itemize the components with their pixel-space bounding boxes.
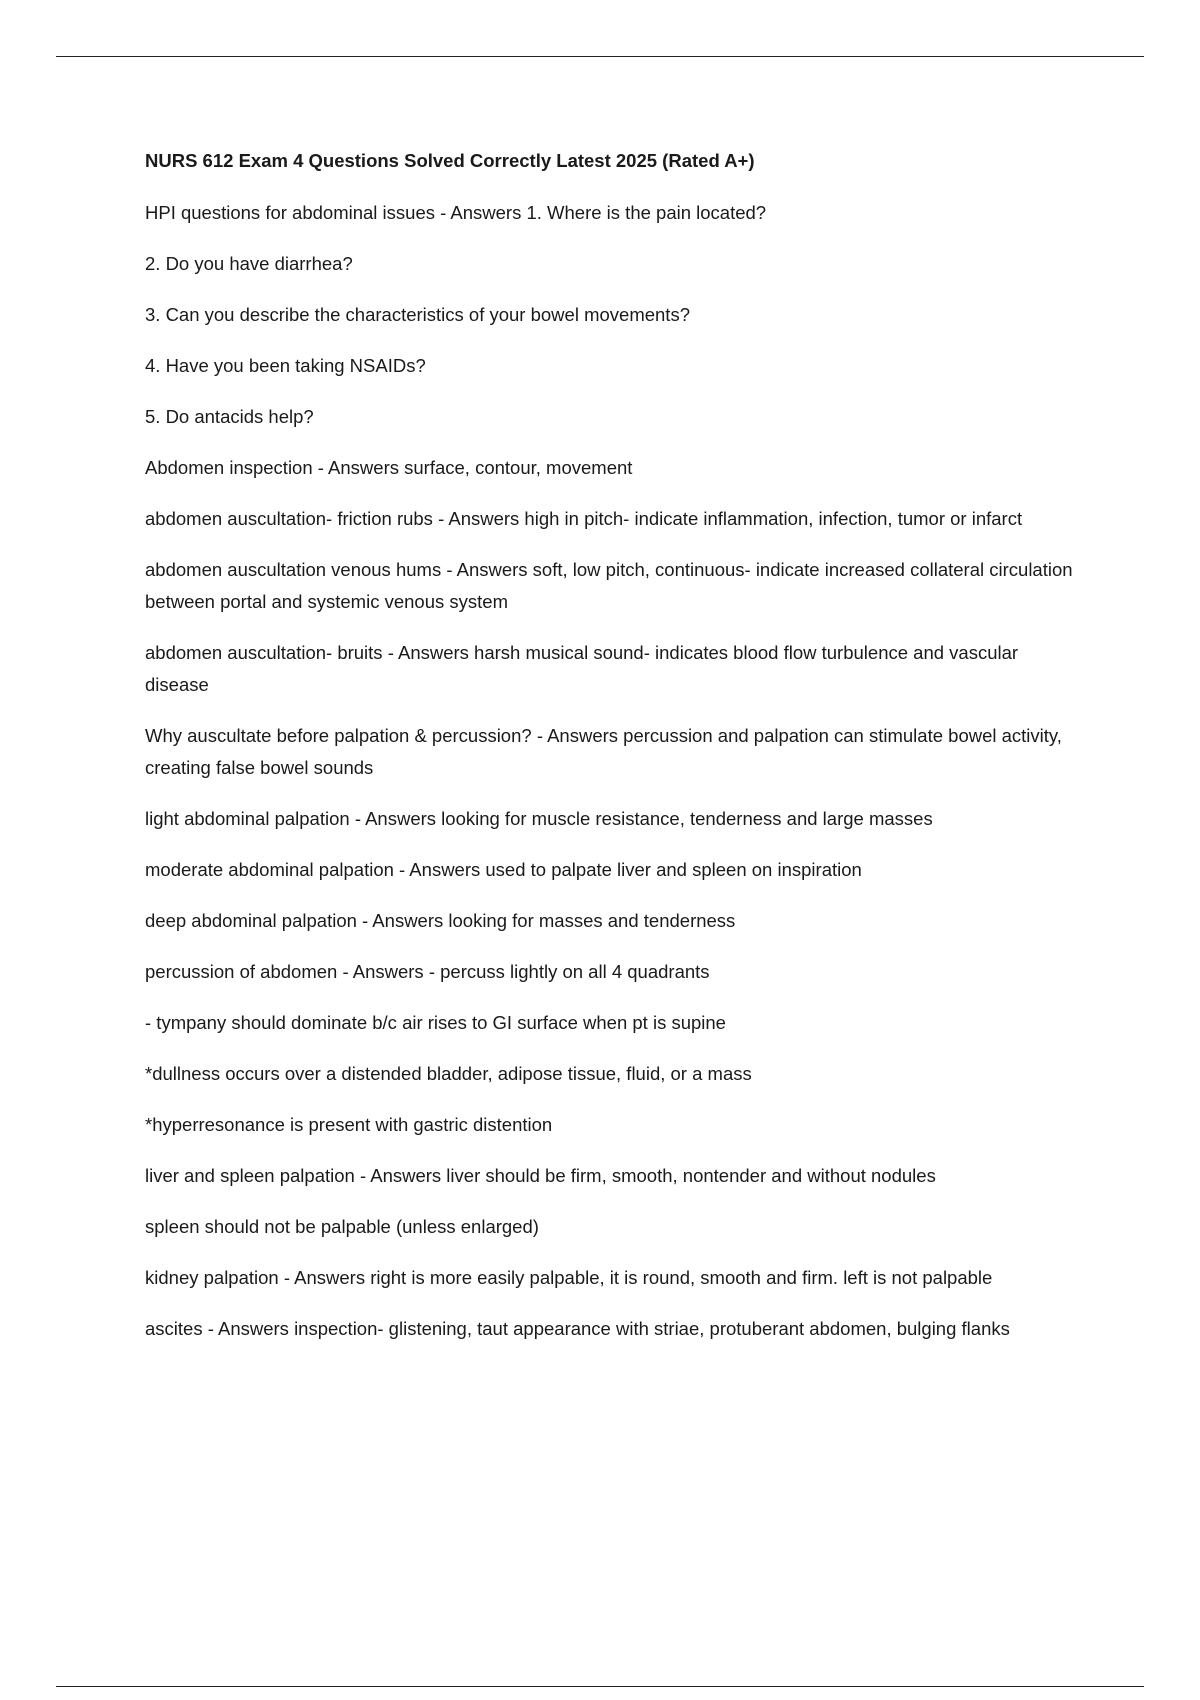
paragraph-hpi-q5: 5. Do antacids help? xyxy=(145,406,314,427)
paragraph-light-palpation: light abdominal palpation - Answers looking for muscle resistance, tenderness and large masses xyxy=(145,808,933,829)
paragraph-bruits: abdomen auscultation- bruits - Answers harsh musical sound- indicates blood flow turbulence and vascular disease xyxy=(145,642,1019,695)
paragraph-friction-rubs: abdomen auscultation- friction rubs - Answers high in pitch- indicate inflammation, infection, tumor or infarct xyxy=(145,508,1023,529)
paragraph-percussion: percussion of abdomen - Answers - percuss lightly on all 4 quadrants xyxy=(145,961,710,982)
paragraph-venous-hums: abdomen auscultation venous hums - Answers soft, low pitch, continuous- indicate increased collateral circulation between portal and systemic venous system xyxy=(145,559,1073,612)
document-title: NURS 612 Exam 4 Questions Solved Correctly Latest 2025 (Rated A+) xyxy=(145,150,755,171)
paragraph-deep-palpation: deep abdominal palpation - Answers looking for masses and tenderness xyxy=(145,910,736,931)
paragraph-moderate-palpation: moderate abdominal palpation - Answers used to palpate liver and spleen on inspiration xyxy=(145,859,862,880)
paragraph-abdomen-inspection: Abdomen inspection - Answers surface, contour, movement xyxy=(145,457,633,478)
paragraph-ascites: ascites - Answers inspection- glistening, taut appearance with striae, protuberant abdomen, bulging flanks xyxy=(145,1318,1010,1339)
paragraph-tympany: - tympany should dominate b/c air rises to GI surface when pt is supine xyxy=(145,1012,726,1033)
paragraph-liver-spleen-palpation: liver and spleen palpation - Answers liver should be firm, smooth, nontender and without nodules xyxy=(145,1165,936,1186)
top-divider xyxy=(56,56,1144,57)
paragraph-dullness: *dullness occurs over a distended bladder, adipose tissue, fluid, or a mass xyxy=(145,1063,752,1084)
paragraph-hpi-q3: 3. Can you describe the characteristics of your bowel movements? xyxy=(145,304,690,325)
paragraph-hyperresonance: *hyperresonance is present with gastric distention xyxy=(145,1114,553,1135)
paragraph-hpi-questions: HPI questions for abdominal issues - Answers 1. Where is the pain located? xyxy=(145,202,767,223)
document-body xyxy=(145,145,1085,1364)
paragraph-hpi-q2: 2. Do you have diarrhea? xyxy=(145,253,353,274)
paragraph-kidney-palpation: kidney palpation - Answers right is more easily palpable, it is round, smooth and firm. left is not palpable xyxy=(145,1267,993,1288)
paragraph-why-auscultate: Why auscultate before palpation & percussion? - Answers percussion and palpation can stimulate bowel activity, creating false bowel sounds xyxy=(145,725,1062,778)
paragraph-spleen-not-palpable: spleen should not be palpable (unless enlarged) xyxy=(145,1216,539,1237)
paragraph-hpi-q4: 4. Have you been taking NSAIDs? xyxy=(145,355,426,376)
bottom-divider xyxy=(56,1686,1144,1687)
